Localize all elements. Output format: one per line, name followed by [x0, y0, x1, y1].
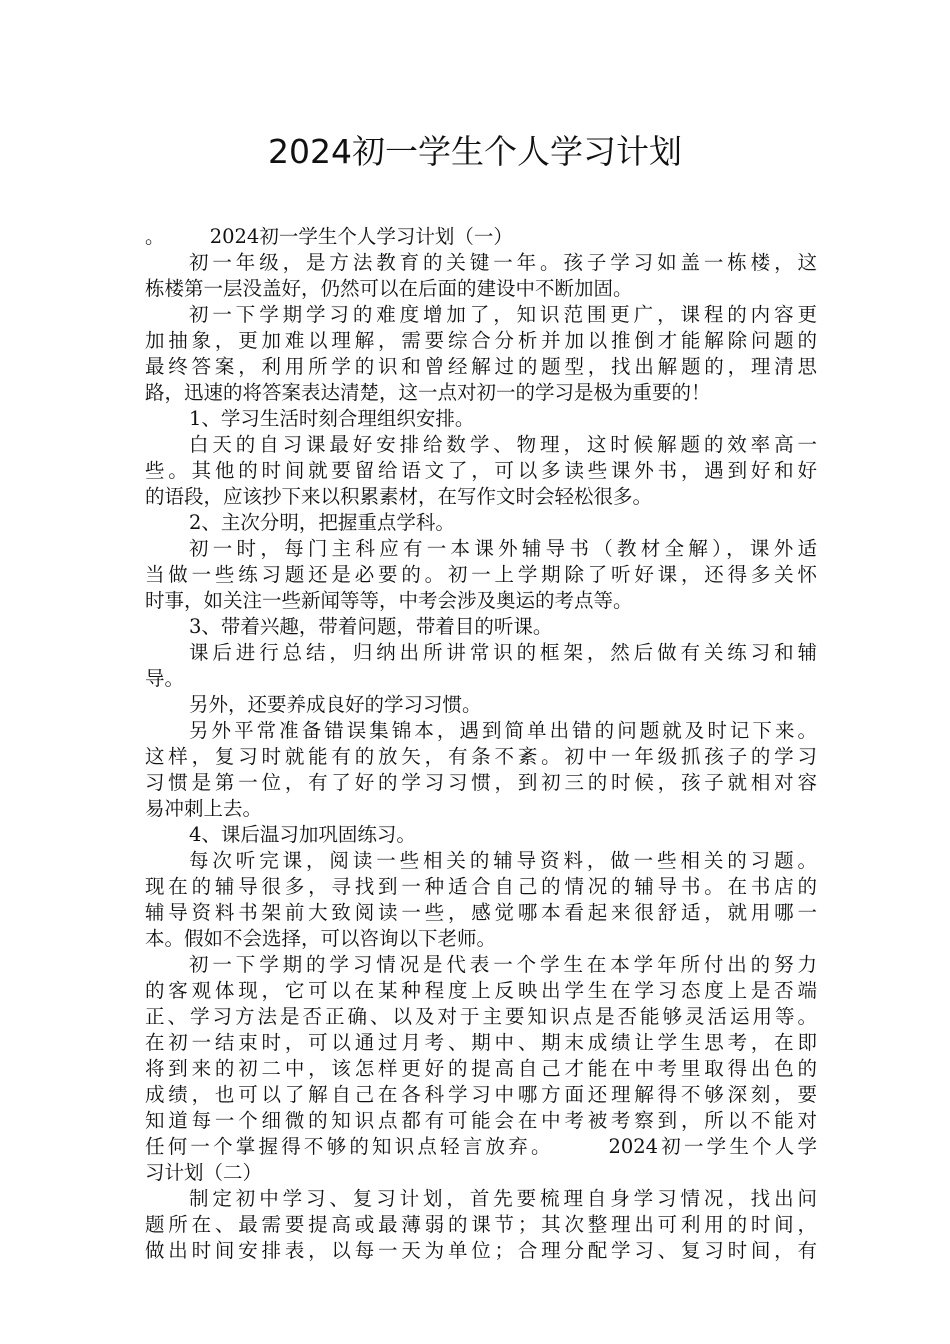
list-heading-line: 1、学习生活时刻合理组织安排。 — [189, 407, 475, 430]
paragraph-line: 另外，还要养成良好的学习习惯。 — [189, 693, 482, 716]
paragraph-line: 另外平常准备错误集锦本，遇到简单出错的问题就及时记下来。 — [189, 719, 817, 742]
paragraph-line: 辅导资料书架前大致阅读一些，感觉哪本看起来很舒适，就用哪一 — [145, 901, 817, 924]
paragraph-line: 制定初中学习、复习计划，首先要梳理自身学习情况，找出问 — [189, 1187, 817, 1210]
paragraph-line: 题所在、最需要提高或最薄弱的课节；其次整理出可利用的时间， — [145, 1213, 817, 1236]
paragraph-line: 最终答案，利用所学的识和曾经解过的题型，找出解题的，理清思 — [145, 355, 817, 378]
paragraph-line: 导。 — [145, 667, 185, 690]
paragraph-line: 初一下学期的学习情况是代表一个学生在本学年所付出的努力 — [189, 953, 817, 976]
paragraph-line: 的客观体现，它可以在某种程度上反映出学生在学习态度上是否端 — [145, 979, 817, 1002]
paragraph-line: 白天的自习课最好安排给数学、物理，这时候解题的效率高一 — [189, 433, 817, 456]
paragraph-line: 在初一结束时，可以通过月考、期中、期末成绩让学生思考，在即 — [145, 1031, 817, 1054]
paragraph-line: 现在的辅导很多，寻找到一种适合自己的情况的辅导书。在书店的 — [145, 875, 817, 898]
list-heading-line: 4、课后温习加巩固练习。 — [189, 823, 416, 846]
document-title: 2024初一学生个人学习计划 — [268, 132, 682, 171]
paragraph-line: 路，迅速的将答案表达清楚，这一点对初一的学习是极为重要的！ — [145, 381, 711, 404]
paragraph-line: 这样，复习时就能有的放矢，有条不紊。初中一年级抓孩子的学习 — [145, 745, 817, 768]
section-heading-line: 习计划（二） — [145, 1161, 263, 1184]
paragraph-line: 习惯是第一位，有了好的学习习惯，到初三的时候，孩子就相对容 — [145, 771, 817, 794]
paragraph-line: 加抽象，更加难以理解，需要综合分析并加以推倒才能解除问题的 — [145, 329, 817, 352]
paragraph-line: 知道每一个细微的知识点都有可能会在中考被考察到，所以不能对 — [145, 1109, 817, 1132]
list-heading-line: 2、主次分明，把握重点学科。 — [189, 511, 455, 534]
paragraph-line: 易冲刺上去。 — [145, 797, 263, 820]
paragraph-line: 任何一个掌握得不够的知识点轻言放弃。 2024初一学生个人学 — [145, 1135, 817, 1158]
paragraph-line: 本。假如不会选择，可以咨询以下老师。 — [145, 927, 497, 950]
paragraph-line: 初一下学期学习的难度增加了，知识范围更广，课程的内容更 — [189, 303, 817, 326]
paragraph-line: 课后进行总结，归纳出所讲常识的框架，然后做有关练习和辅 — [189, 641, 817, 664]
paragraph-line: 成绩，也可以了解自己在各科学习中哪方面还理解得不够深刻，要 — [145, 1083, 817, 1106]
paragraph-line: 做出时间安排表，以每一天为单位；合理分配学习、复习时间，有 — [145, 1239, 817, 1262]
paragraph-line: 每次听完课，阅读一些相关的辅导资料，做一些相关的习题。 — [189, 849, 817, 872]
paragraph-line: 正、学习方法是否正确、以及对于主要知识点是否能够灵活运用等。 — [145, 1005, 817, 1028]
paragraph-line: 的语段，应该抄下来以积累素材，在写作文时会轻松很多。 — [145, 485, 653, 508]
paragraph-line: 将到来的初二中，该怎样更好的提高自己才能在中考里取得出色的 — [145, 1057, 817, 1080]
paragraph-line: 时事，如关注一些新闻等等，中考会涉及奥运的考点等。 — [145, 589, 633, 612]
paragraph-line: 栋楼第一层没盖好，仍然可以在后面的建设中不断加固。 — [145, 277, 633, 300]
paragraph-line: 些。其他的时间就要留给语文了，可以多读些课外书，遇到好和好 — [145, 459, 817, 482]
paragraph-line: 当做一些练习题还是必要的。初一上学期除了听好课，还得多关怀 — [145, 563, 817, 586]
section-heading-line: 。 2024初一学生个人学习计划（一） — [145, 225, 513, 248]
paragraph-line: 初一时，每门主科应有一本课外辅导书（教材全解），课外适 — [189, 537, 817, 560]
document-body — [145, 224, 817, 1264]
paragraph-line: 初一年级，是方法教育的关键一年。孩子学习如盖一栋楼，这 — [189, 251, 817, 274]
list-heading-line: 3、带着兴趣，带着问题，带着目的听课。 — [189, 615, 553, 638]
